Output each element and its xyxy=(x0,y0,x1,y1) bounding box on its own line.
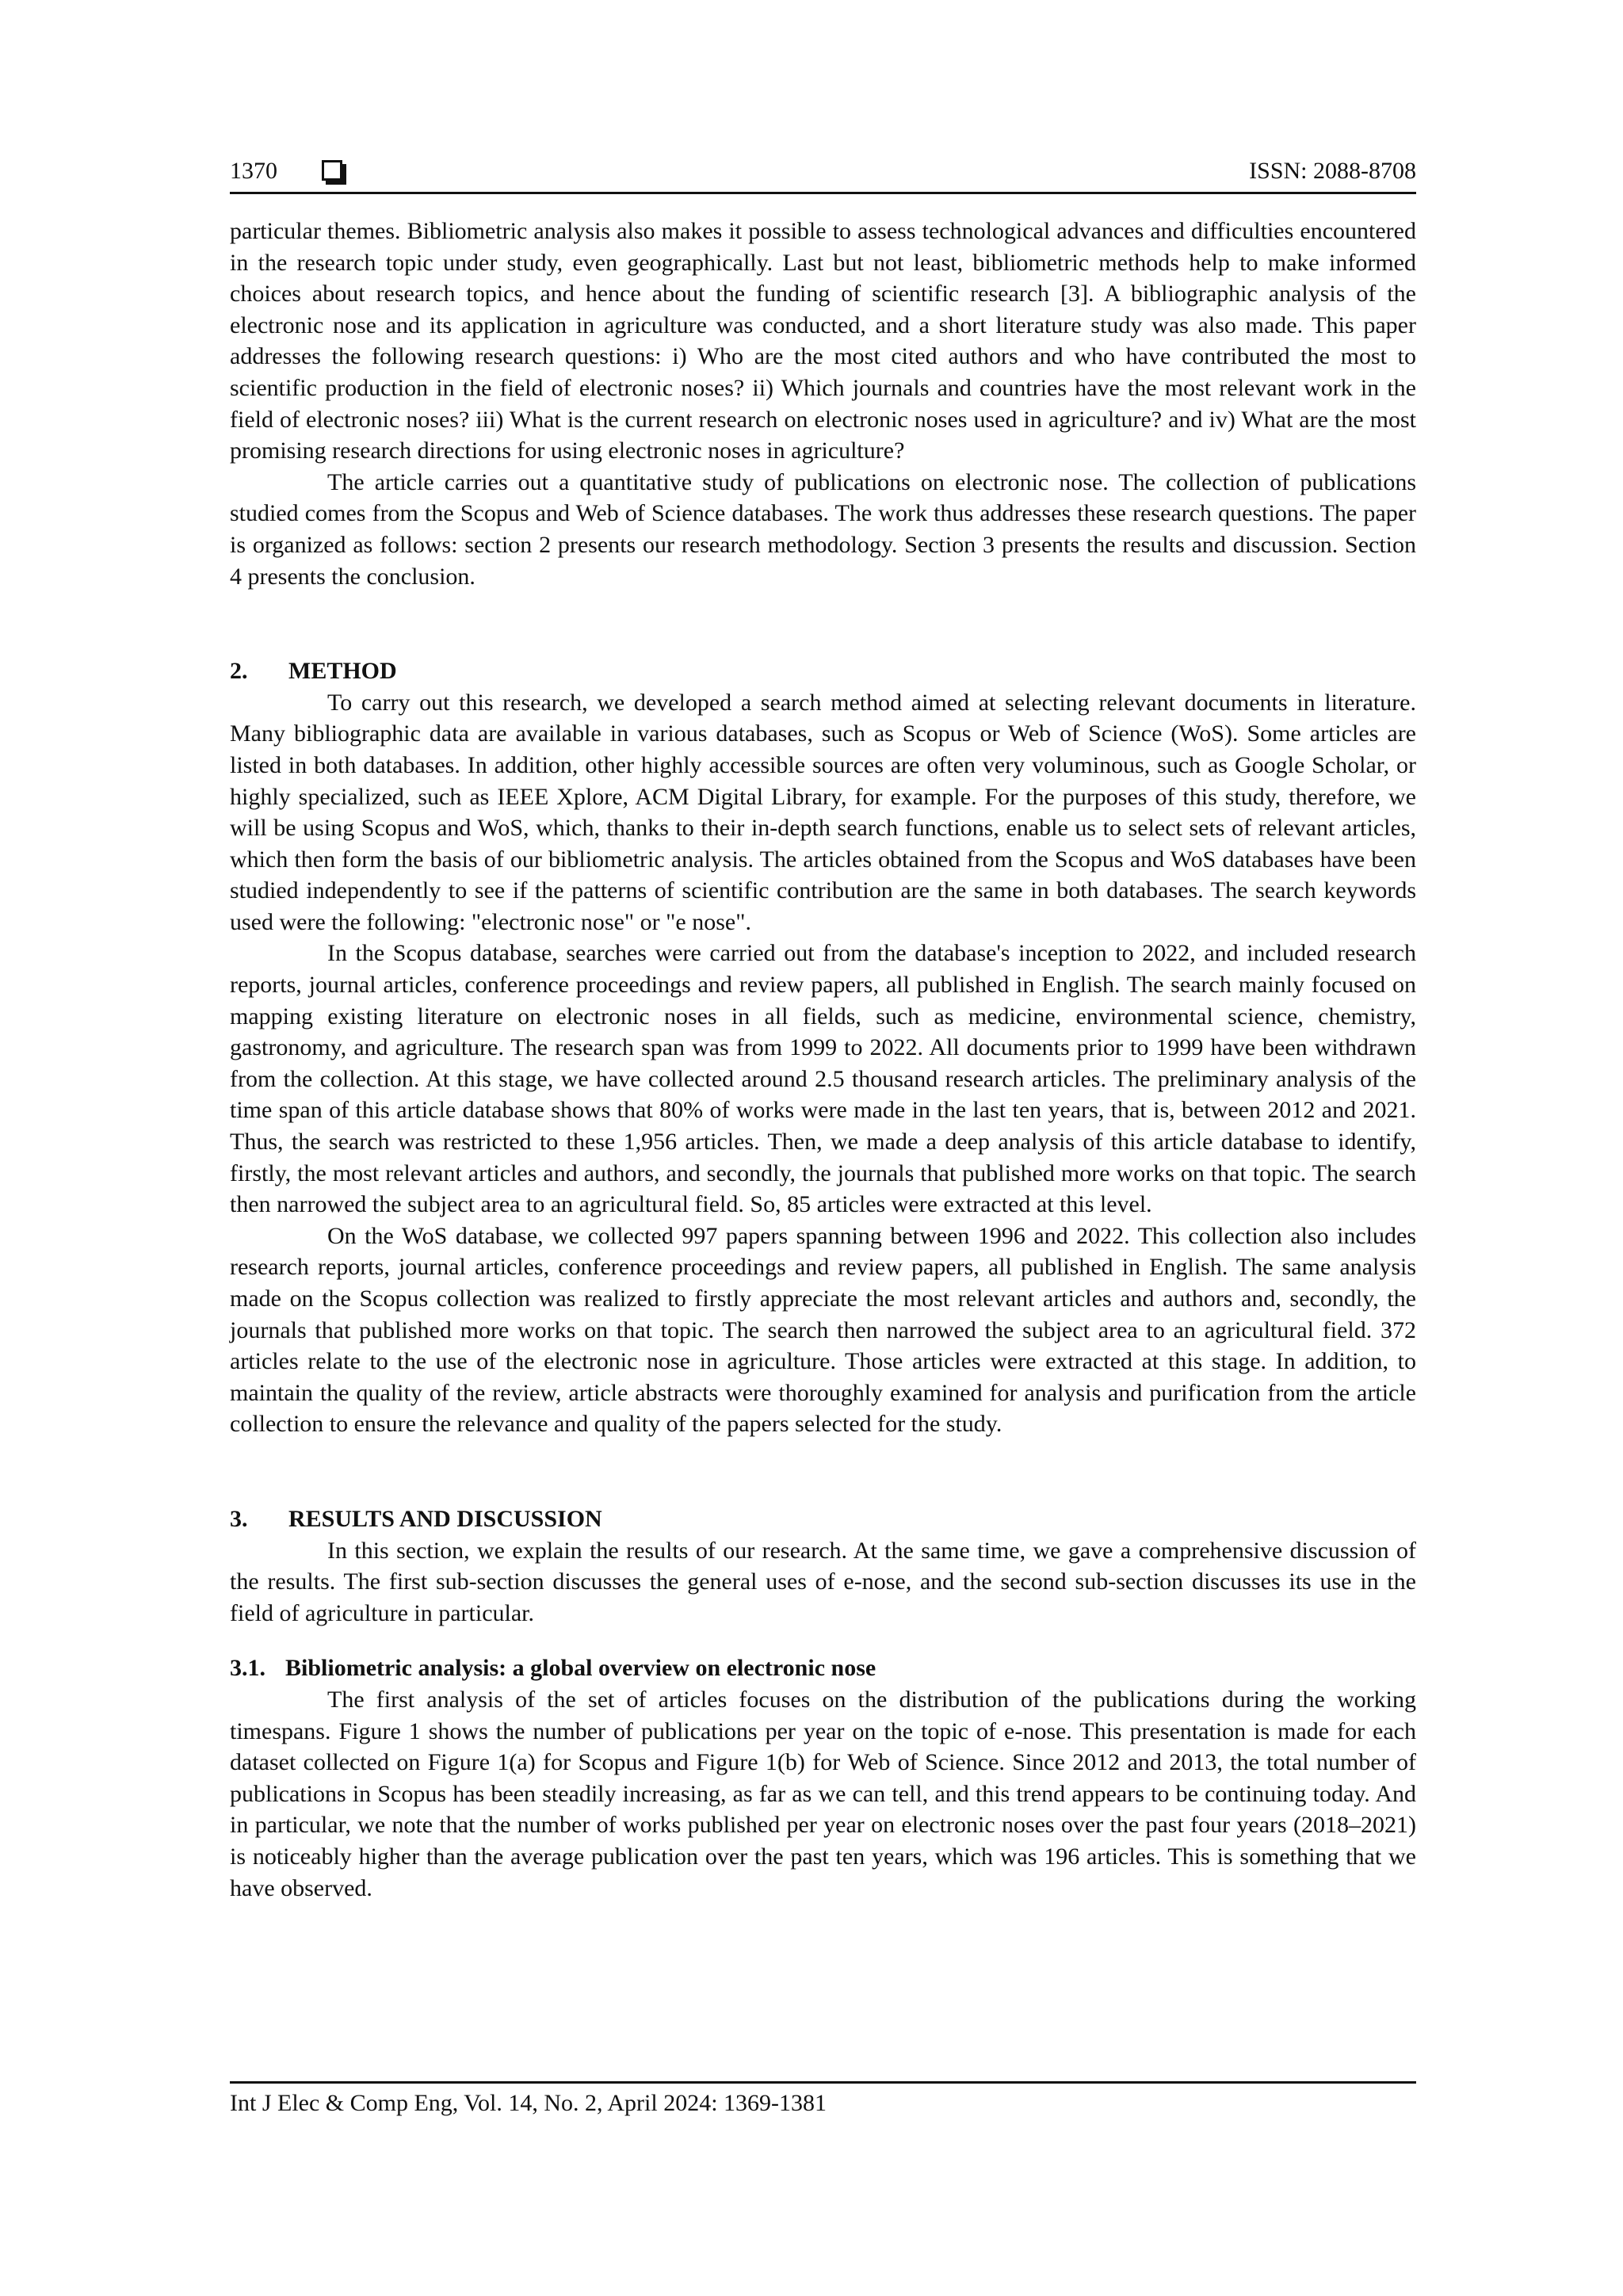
running-header xyxy=(230,155,1416,192)
section-heading-method xyxy=(230,655,1416,687)
subsection-number: 3.1. xyxy=(230,1655,265,1682)
article-body xyxy=(230,216,1416,1904)
page-number: 1370 xyxy=(230,158,277,184)
subsection-paragraph-1: The first analysis of the set of articles focuses on the distribution of the publications during the working timespans. Figure 1 shows the number of publications per year on the topic of e-nose. This presentation is made for each dataset collected on Figure 1(a) for Scopus and Figure 1(b) for Web of Science. Since 2012 and 2013, the total number of publications in Scopus has been steadily increasing, as far as we can tell, and this trend appears to be continuing today. And in particular, we note that the number of works published per year on electronic noses over the past four years (2018–2021) is noticeably higher than the average publication over the past ten years, which was 196 articles. This is something that we have observed. xyxy=(230,1686,1416,1901)
intro-paragraph-1: particular themes. Bibliometric analysis also makes it possible to assess technological advances and difficulties encountered in the research topic under study, even geographically. Last but not least, bibliometric methods help to make informed choices about research topics, and hence about the funding of scientific research [3]. A bibliographic analysis of the electronic nose and its application in agriculture was conducted, and a short literature study was also made. This paper addresses the following research questions: i) Who are the most cited authors and who have contributed the most to scientific production in the field of electronic noses? ii) Which journals and countries have the most relevant work in the field of electronic noses? iii) What is the current research on electronic noses used in agriculture? and iv) What are the most promising research directions for using electronic noses in agriculture? xyxy=(230,218,1416,464)
header-divider xyxy=(230,192,1416,194)
subsection-title: Bibliometric analysis: a global overview on electronic nose xyxy=(285,1655,876,1682)
journal-citation: Int J Elec & Comp Eng, Vol. 14, No. 2, April 2024: 1369-1381 xyxy=(230,2090,827,2116)
results-paragraph-1: In this section, we explain the results of our research. At the same time, we gave a comprehensive discussion of the results. The first sub-section discusses the general uses of e-nose, and the second sub-section discusses its use in the field of agriculture in particular. xyxy=(230,1537,1416,1626)
intro-paragraph-2: The article carries out a quantitative study of publications on electronic nose. The collection of publications studied comes from the Scopus and Web of Science databases. The work thus addresses these research questions. The paper is organized as follows: section 2 presents our research methodology. Section 3 presents the results and discussion. Section 4 presents the conclusion. xyxy=(230,468,1416,590)
subsection-heading-3-1 xyxy=(230,1652,1416,1684)
section-number: 3. xyxy=(230,1505,248,1532)
section-title: METHOD xyxy=(288,658,397,685)
footer-divider xyxy=(230,2081,1416,2084)
issn-label: ISSN: 2088-8708 xyxy=(1249,158,1416,184)
section-heading-results xyxy=(230,1503,1416,1535)
section-number: 2. xyxy=(230,658,248,685)
method-paragraph-2: In the Scopus database, searches were carried out from the database's inception to 2022, and included research reports, journal articles, conference proceedings and review papers, all published in English. The search mainly focused on mapping existing literature on electronic noses in all fields, such as medicine, environmental science, chemistry, gastronomy, and agriculture. The research span was from 1999 to 2022. All documents prior to 1999 have been withdrawn from the collection. At this stage, we have collected around 2.5 thousand research articles. The preliminary analysis of the time span of this article database shows that 80% of works were made in the last ten years, that is, between 2012 and 2021. Thus, the search was restricted to these 1,956 articles. Then, we made a deep analysis of this article database to identify, firstly, the most relevant articles and authors, and secondly, the journals that published more works on that topic. The search then narrowed the subject area to an agricultural field. So, 85 articles were extracted at this level. xyxy=(230,940,1416,1218)
section-title: RESULTS AND DISCUSSION xyxy=(288,1505,602,1532)
method-paragraph-3: On the WoS database, we collected 997 papers spanning between 1996 and 2022. This collection also includes research reports, journal articles, conference proceedings and review papers, all published in English. The same analysis made on the Scopus collection was realized to firstly appreciate the most relevant articles and authors and, secondly, the journals that published more works on that topic. The search then narrowed the subject area to an agricultural field. 372 articles relate to the use of the electronic nose in agriculture. Those articles were extracted at this stage. In addition, to maintain the quality of the review, article abstracts were thoroughly examined for analysis and purification from the article collection to ensure the relevance and quality of the papers selected for the study. xyxy=(230,1222,1416,1438)
method-paragraph-1: To carry out this research, we developed a search method aimed at selecting relevant documents in literature. Many bibliographic data are available in various databases, such as Scopus or Web of Science (WoS). Some articles are listed in both databases. In addition, other highly accessible sources are often very voluminous, such as Google Scholar, or highly specialized, such as IEEE Xplore, ACM Digital Library, for example. For the purposes of this study, therefore, we will be using Scopus and WoS, which, thanks to their in-depth search functions, enable us to select sets of relevant articles, which then form the basis of our bibliometric analysis. The articles obtained from the Scopus and WoS databases have been studied independently to see if the patterns of scientific contribution are the same in both databases. The search keywords used were the following: "electronic nose" or "e nose". xyxy=(230,689,1416,935)
box-bullet-icon xyxy=(322,160,342,181)
